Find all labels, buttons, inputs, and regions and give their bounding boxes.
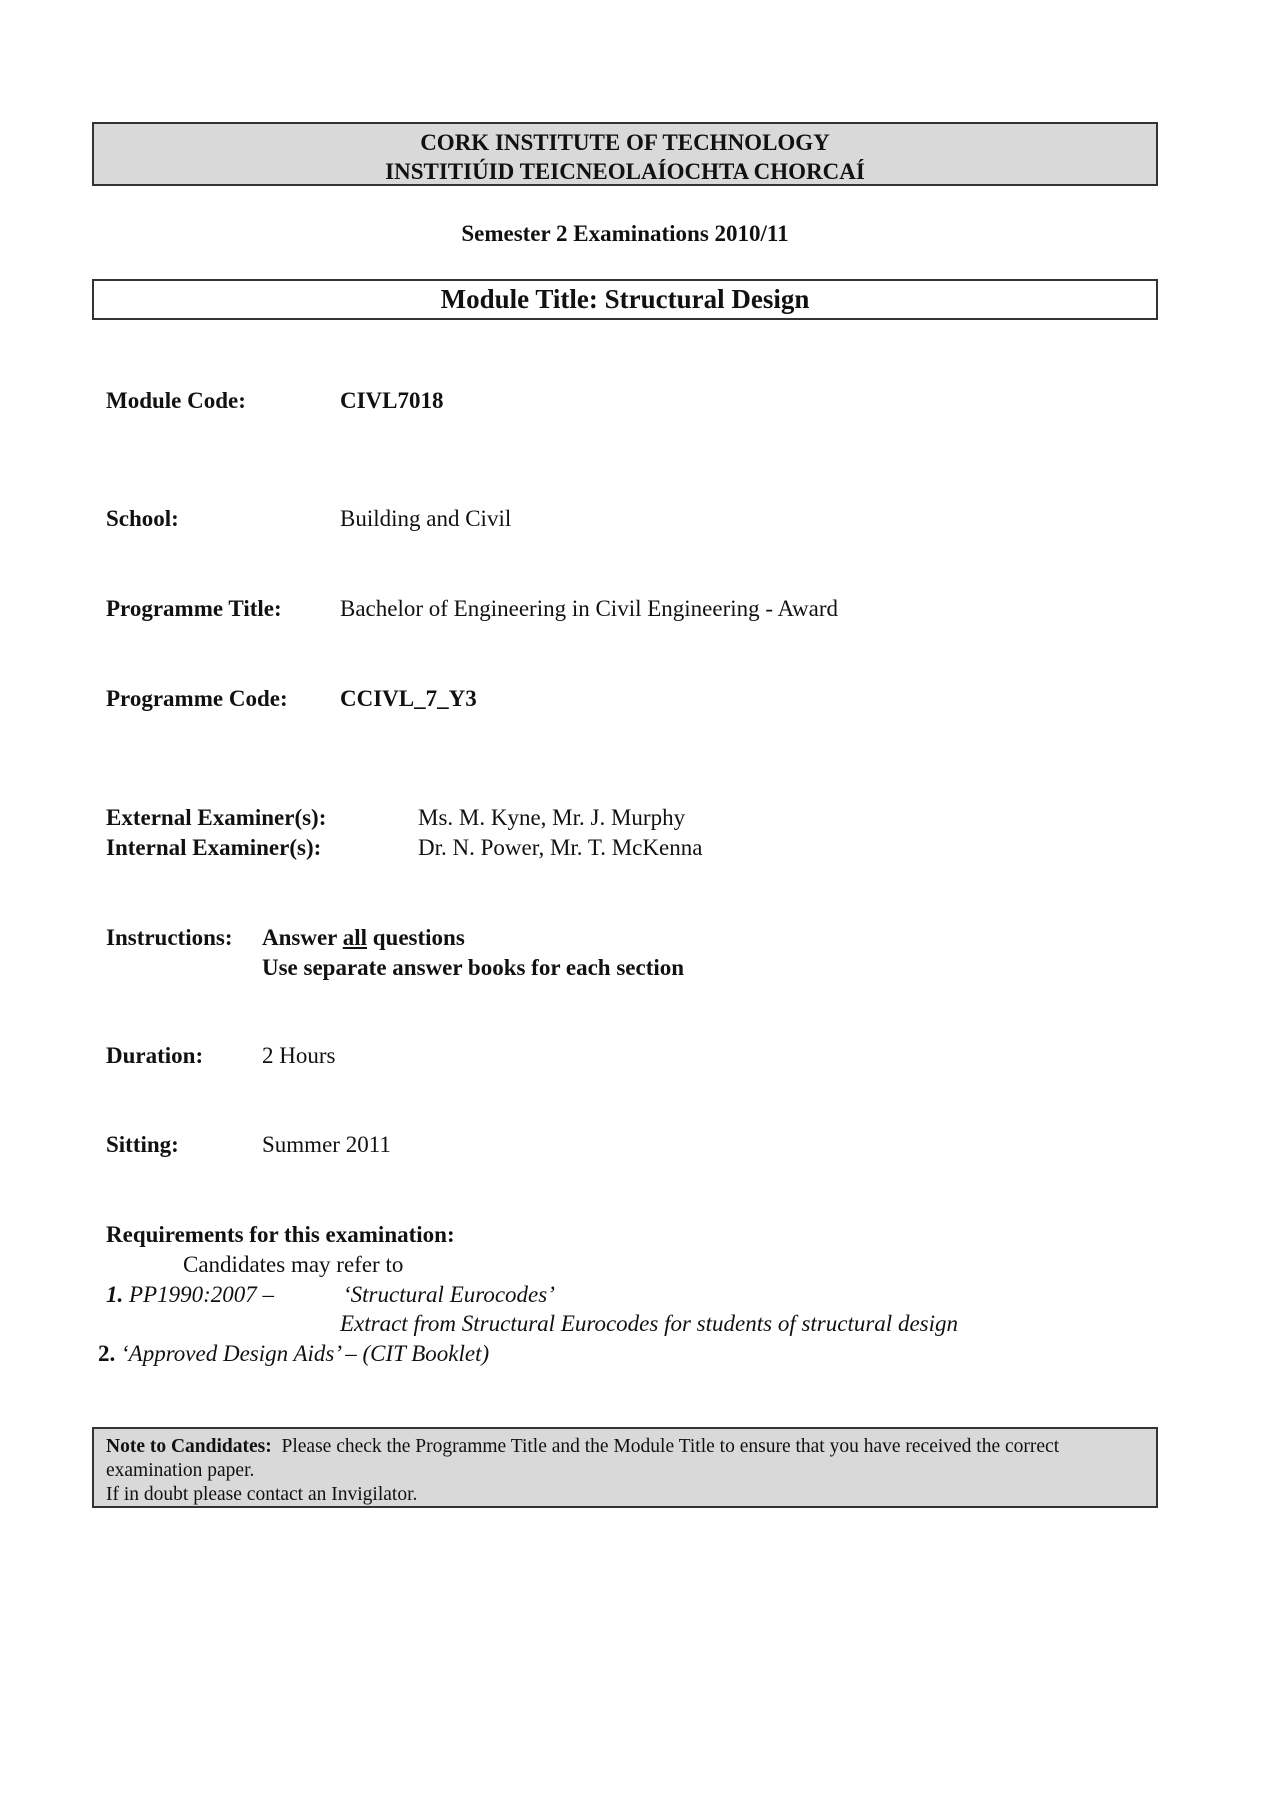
programme-title-label: Programme Title: <box>106 596 282 621</box>
instructions-emphasis: all <box>342 925 367 950</box>
programme-code-value: CCIVL_7_Y3 <box>340 686 477 711</box>
sitting-label: Sitting: <box>106 1132 179 1157</box>
note-line2: If in doubt please contact an Invigilator. <box>106 1484 418 1505</box>
internal-examiner-label: Internal Examiner(s): <box>106 835 322 860</box>
requirement-item-1-sub: Extract from Structural Eurocodes for students of structural design <box>340 1311 958 1336</box>
requirement-item-1 <box>106 1283 274 1306</box>
programme-title-value: Bachelor of Engineering in Civil Engineering - Award <box>340 596 839 621</box>
module-code-label: Module Code: <box>106 388 246 413</box>
note-body: Please check the Programme Title and the Module Title to ensure that you have received the correct examination paper. <box>106 1436 1060 1481</box>
institute-header <box>92 122 1158 186</box>
external-examiner-label: External Examiner(s): <box>106 805 327 830</box>
instructions-line2: Use separate answer books for each section <box>262 955 685 980</box>
school-value: Building and Civil <box>340 506 512 531</box>
duration-value: 2 Hours <box>262 1043 336 1068</box>
institute-name-ga: INSTITIÚID TEICNEOLAÍOCHTA CHORCAÍ <box>385 159 865 184</box>
sitting-value: Summer 2011 <box>262 1132 391 1157</box>
programme-code-label: Programme Code: <box>106 686 288 711</box>
duration-label: Duration: <box>106 1043 204 1068</box>
instructions-line1 <box>262 926 465 949</box>
institute-name-en: CORK INSTITUTE OF TECHNOLOGY <box>420 130 830 155</box>
internal-examiner-value: Dr. N. Power, Mr. T. McKenna <box>418 835 703 860</box>
requirement-item-1-title: ‘Structural Eurocodes’ <box>343 1282 555 1307</box>
semester-title: Semester 2 Examinations 2010/11 <box>461 221 789 246</box>
module-title: Module Title: Structural Design <box>92 279 1158 320</box>
note-text <box>106 1435 1144 1483</box>
item-code: PP1990:2007 – <box>129 1282 275 1307</box>
school-label: School: <box>106 506 179 531</box>
item-text: ‘Approved Design Aids’ – (CIT Booklet) <box>121 1341 490 1366</box>
external-examiner-value: Ms. M. Kyne, Mr. J. Murphy <box>418 805 686 830</box>
requirement-item-2 <box>98 1342 489 1365</box>
instructions-pre: Answer <box>262 925 343 950</box>
note-label: Note to Candidates: <box>106 1436 272 1457</box>
requirements-intro: Candidates may refer to <box>183 1252 404 1277</box>
item-number: 2. <box>98 1341 116 1366</box>
note-to-candidates <box>92 1427 1158 1508</box>
instructions-label: Instructions: <box>106 925 233 950</box>
requirements-heading: Requirements for this examination: <box>106 1222 455 1247</box>
instructions-post: questions <box>367 925 465 950</box>
module-code-value: CIVL7018 <box>340 388 444 413</box>
item-number: 1. <box>106 1282 124 1307</box>
